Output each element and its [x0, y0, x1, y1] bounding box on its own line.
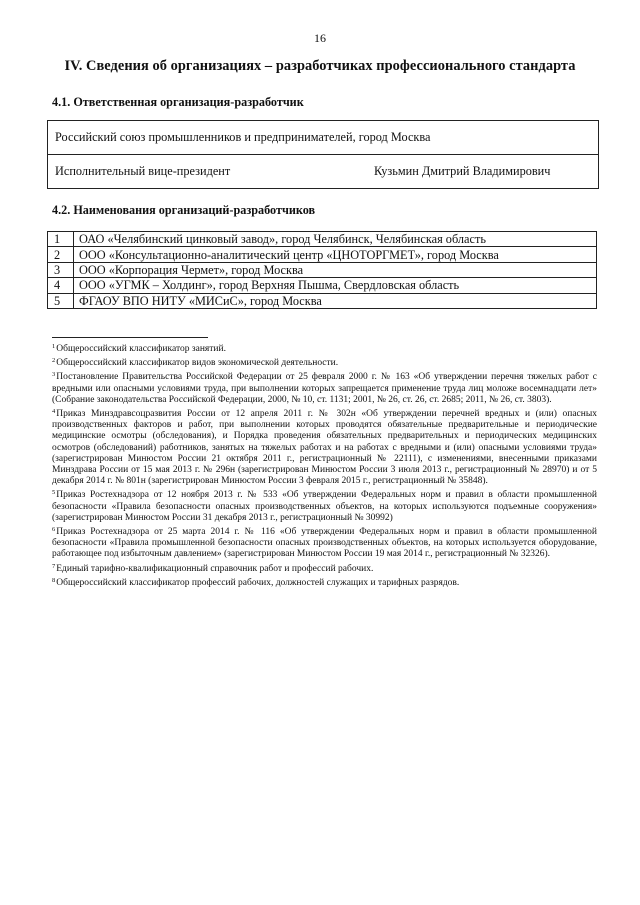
org-name: ООО «Корпорация Чермет», город Москва [74, 262, 597, 277]
footnote-text: Приказ Минздравсоцразвития России от 12 апреля 2011 г. № 302н «Об утверждении перечней вредных и (или) опасных производственных факторов и работ, при выполнении которых проводятся обязательные предварительные и периодические медицинские осмотры (обследования), и Порядка проведения обязательных предварительных и периодических медицинских осмотров (обследований) работников, занятых на тяжелых работах и на работах с вредными и (или) опасными условиями труда» (зарегистрирован Минюстом России 21 октября 2011 г., регистрационный № 22111), с изменениями, внесенными приказами Минздрава России от 15 мая 2013 г. № 296н (зарегистрирован Минюстом России 3 июля 2013 г., регистрационный № 28970) и от 5 декабря 2014 г. № 801н (зарегистрирован Минюстом России 3 февраля 2015 г., регистрационный № 35848). [52, 409, 597, 487]
footnote [52, 524, 597, 561]
footnote [52, 341, 597, 355]
org-name: ОАО «Челябинский цинковый завод», город Челябинск, Челябинская область [74, 232, 597, 247]
row-number: 1 [48, 232, 74, 247]
table-row [48, 232, 597, 247]
row-number: 3 [48, 262, 74, 277]
responsible-position: Исполнительный вице-президент [55, 164, 231, 178]
row-number: 5 [48, 293, 74, 308]
footnote-marker: 1 [52, 343, 56, 350]
footnote-marker: 8 [52, 576, 56, 584]
footnote-marker: 3 [52, 371, 56, 379]
org-name: ФГАОУ ВПО НИТУ «МИСиС», город Москва [74, 293, 597, 308]
footnote-marker: 7 [52, 562, 56, 570]
responsible-org-heading: 4.1. Ответственная организация-разработчик [52, 95, 304, 109]
developer-orgs-table [47, 231, 597, 309]
footnote-text: Приказ Ростехнадзора от 25 марта 2014 г. № 116 «Об утверждении Федеральных норм и правил в области промышленной безопасности «Правила промышленной безопасности опасных производственных объектов, на которых используется оборудование, работающее под избыточным давлением» (зарегистрирован Минюстом России 19 мая 2014 г., регистрационный № 32326). [52, 527, 597, 560]
responsible-person-row [48, 154, 598, 188]
footnote [52, 561, 597, 575]
table-row [48, 247, 597, 262]
footnote-text: Общероссийский классификатор видов экономической деятельности. [56, 358, 339, 369]
responsible-org-table [47, 120, 599, 189]
footnote-text: Постановление Правительства Российской Федерации от 25 февраля 2000 г. № 163 «Об утверждении перечня тяжелых работ с вредными или опасными условиями труда, при выполнении которых запрещается применение труда лиц моложе восемнадцати лет» (Собрание законодательства Российской Федерации, 2000, № 10, ст. 1131; 2001, № 26, ст. 26, ст. 2685; 2011, № 26, ст. 3803). [52, 372, 597, 405]
row-number: 4 [48, 278, 74, 293]
footnote-marker: 5 [52, 489, 56, 497]
org-name: ООО «УГМК – Холдинг», город Верхняя Пышма, Свердловская область [74, 278, 597, 293]
section-title: IV. Сведения об организациях – разработчиках профессионального стандарта [64, 58, 576, 74]
footnote-text: Единый тарифно-квалификационный справочник работ и профессий рабочих. [56, 563, 374, 574]
footnote-text: Общероссийский классификатор профессий рабочих, должностей служащих и тарифных разрядов. [56, 577, 460, 588]
footnote [52, 369, 597, 406]
footnote [52, 575, 597, 589]
table-row [48, 262, 597, 277]
footnote [52, 487, 597, 524]
footnote-marker: 4 [52, 408, 56, 416]
developer-orgs-heading: 4.2. Наименования организаций-разработчиков [52, 203, 316, 217]
responsible-org-name: Российский союз промышленников и предпринимателей, город Москва [55, 130, 431, 144]
table-row [48, 278, 597, 293]
footnote [52, 406, 597, 487]
footnote-text: Общероссийский классификатор занятий. [56, 344, 226, 354]
responsible-org-row [48, 121, 598, 154]
footnote-text: Приказ Ростехнадзора от 12 ноября 2013 г. № 533 «Об утверждении Федеральных норм и правил в области промышленной безопасности «Правила безопасности опасных производственных объектов, на которых используются подъемные сооружения» (зарегистрирован Минюстом России 31 декабря 2013 г., регистрационный № 30992) [52, 490, 597, 523]
footnotes [52, 341, 597, 589]
responsible-person-name: Кузьмин Дмитрий Владимирович [374, 164, 551, 178]
row-number: 2 [48, 247, 74, 262]
page-number: 16 [314, 31, 326, 45]
table-row [48, 293, 597, 308]
footnote-marker: 6 [52, 526, 56, 534]
footnote [52, 355, 597, 369]
org-name: ООО «Консультационно-аналитический центр «ЦНОТОРГМЕТ», город Москва [74, 247, 597, 262]
footnote-marker: 2 [52, 357, 56, 365]
footnote-divider [52, 337, 208, 338]
